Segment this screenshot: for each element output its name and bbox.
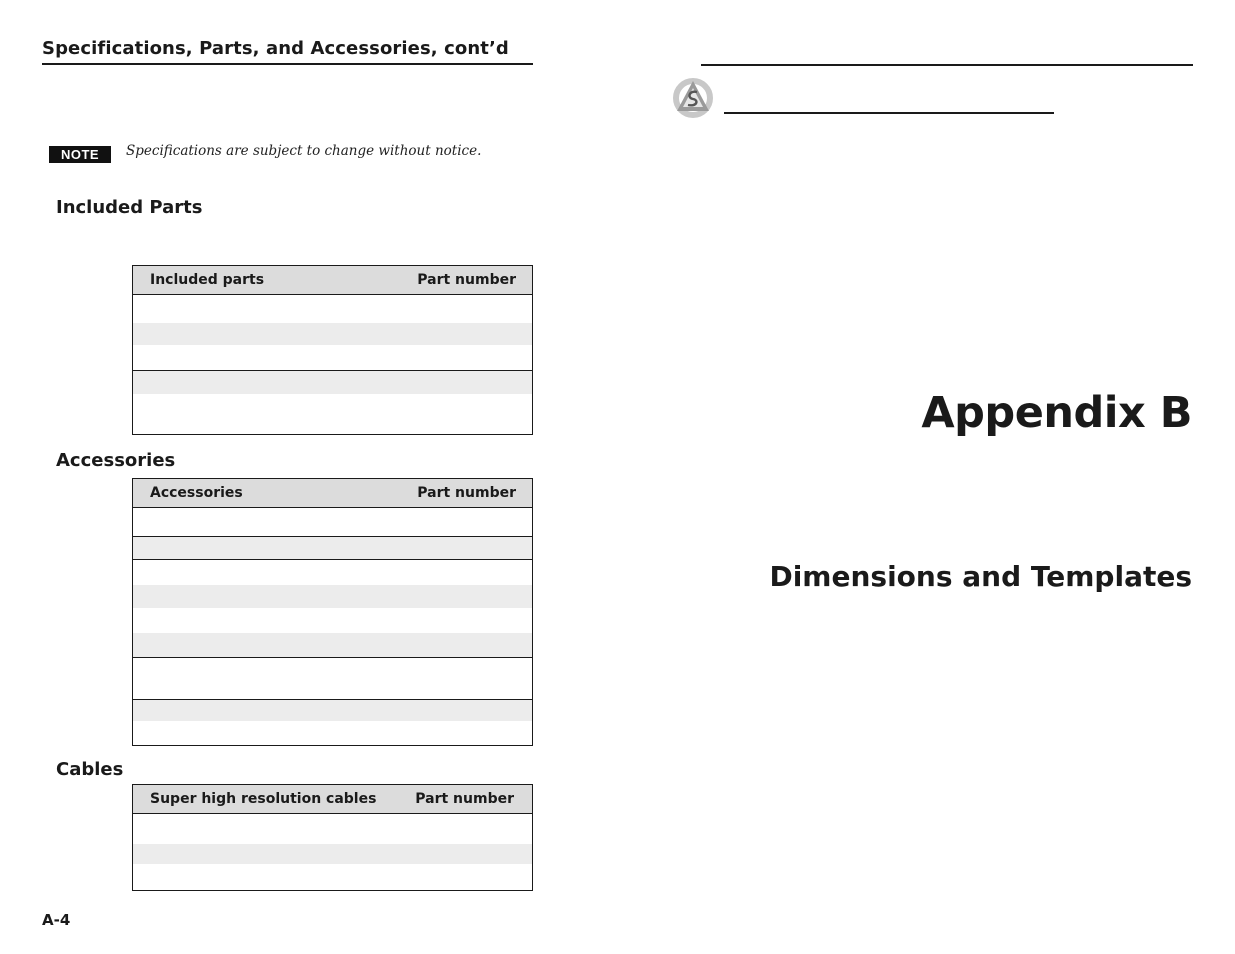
table-row — [133, 370, 532, 394]
table-row — [133, 721, 532, 745]
note-text: Specifications are subject to change without notice. — [126, 143, 482, 159]
table-header — [133, 479, 532, 508]
cables-table — [132, 784, 533, 891]
table-row — [133, 295, 532, 323]
cables-heading: Cables — [56, 759, 124, 780]
table-row — [133, 814, 532, 844]
accessories-heading: Accessories — [56, 450, 176, 471]
table-row — [133, 536, 532, 559]
appendix-title: Appendix B — [921, 388, 1192, 438]
column-header-item: Super high resolution cables — [150, 791, 377, 807]
table-row — [133, 394, 532, 434]
accessories-table — [132, 478, 533, 746]
column-header-item: Accessories — [150, 485, 243, 501]
column-header-part-number: Part number — [417, 272, 516, 288]
table-header — [133, 266, 532, 295]
table-header — [133, 785, 532, 814]
table-row — [133, 345, 532, 370]
table-row — [133, 508, 532, 536]
column-header-part-number: Part number — [417, 485, 516, 501]
column-header-item: Included parts — [150, 272, 265, 288]
table-row — [133, 864, 532, 890]
table-row — [133, 633, 532, 657]
included-parts-table — [132, 265, 533, 435]
appendix-subtitle: Dimensions and Templates — [769, 560, 1192, 593]
running-head: Specifications, Parts, and Accessories, cont’d — [42, 38, 533, 65]
note-badge: NOTE — [49, 146, 111, 163]
column-header-part-number: Part number — [415, 791, 514, 807]
logo-rule — [724, 112, 1054, 114]
header-rule — [701, 64, 1193, 66]
page-number: A-4 — [42, 911, 71, 929]
table-row — [133, 699, 532, 721]
table-row — [133, 559, 532, 585]
included-parts-heading: Included Parts — [56, 197, 203, 218]
table-row — [133, 657, 532, 699]
table-row — [133, 844, 532, 864]
extron-seal-icon — [671, 77, 715, 119]
table-row — [133, 323, 532, 345]
table-row — [133, 608, 532, 633]
table-row — [133, 585, 532, 608]
